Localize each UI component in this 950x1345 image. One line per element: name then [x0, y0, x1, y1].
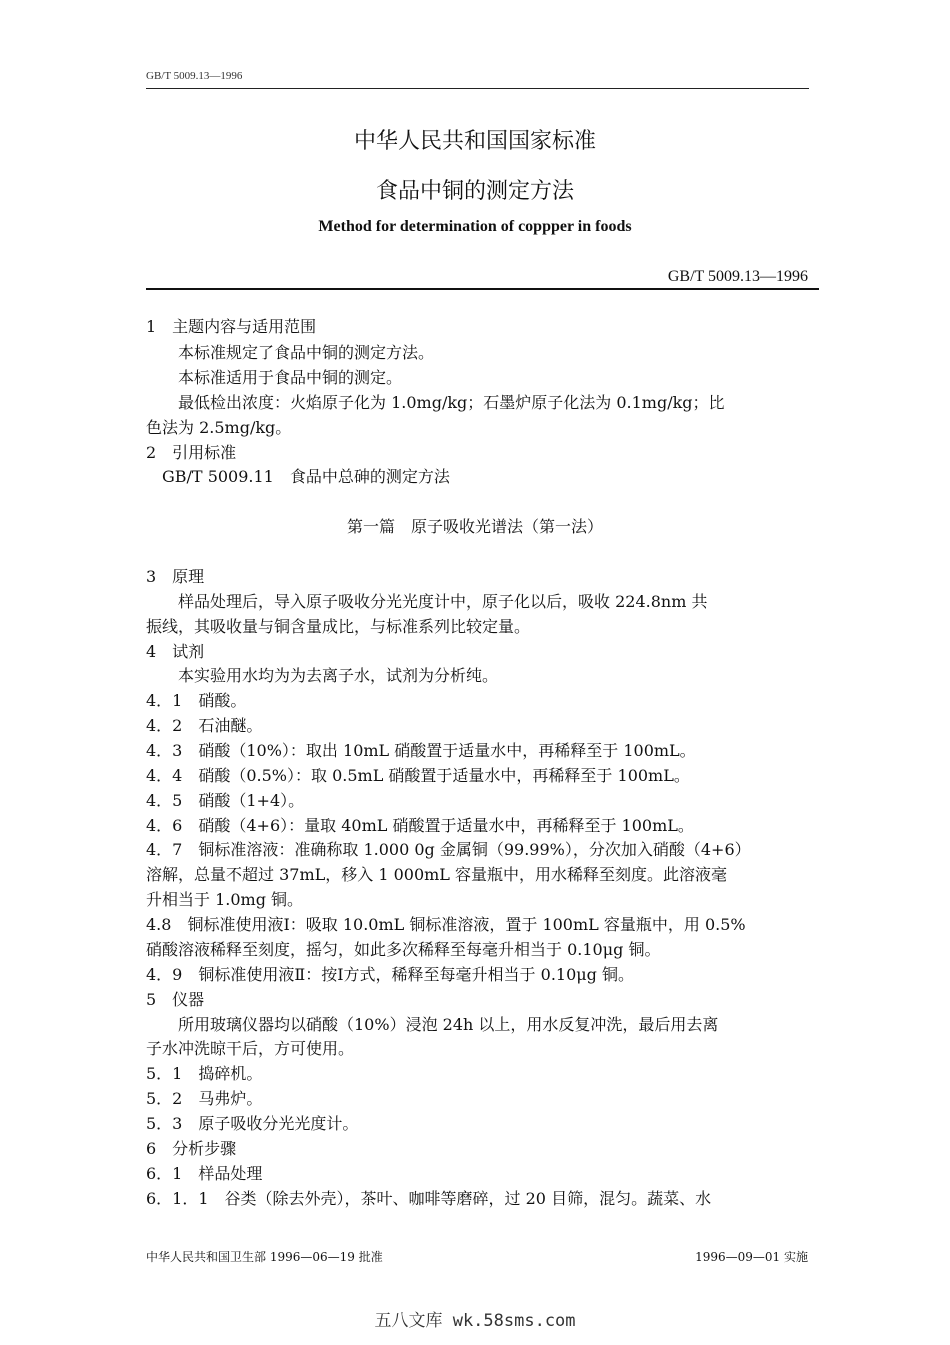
list-item: 4．3 硝酸（10%）：取出 10mL 硝酸置于适量水中，再稀释至于 100mL。 [146, 741, 696, 760]
list-item: 4．6 硝酸（4+6）：量取 40mL 硝酸置于适量水中，再稀释至于 100mL。 [146, 816, 694, 835]
paragraph-line: 色法为 2.5mg/kg。 [146, 418, 292, 437]
paragraph-line: 硝酸溶液稀释至刻度，摇匀，如此多次稀释至每毫升相当于 0.10μg 铜。 [146, 940, 661, 959]
paragraph-line: 本实验用水均为为去离子水，试剂为分析纯。 [146, 666, 499, 685]
title-divider [146, 288, 819, 290]
paragraph-line: 子水冲洗晾干后，方可使用。 [146, 1039, 355, 1058]
list-item: 4.8 铜标准使用液Ⅰ：吸取 10.0mL 铜标准溶液，置于 100mL 容量瓶中，用 0.5% [146, 915, 746, 934]
section-heading: 1 主题内容与适用范围 [146, 317, 317, 336]
part-heading: 第一篇 原子吸收光谱法（第一法） [346, 517, 603, 536]
footer-effective-date: 1996—09—01 实施 [695, 1250, 808, 1264]
paragraph-line: 溶解，总量不超过 37mL，移入 1 000mL 容量瓶中，用水稀释至刻度。此溶液毫 [146, 865, 728, 884]
paragraph-line: 本标准适用于食品中铜的测定。 [146, 368, 403, 387]
list-item: 4．2 石油醚。 [146, 716, 263, 735]
list-item: 4．9 铜标准使用液Ⅱ：按Ⅰ方式，稀释至每毫升相当于 0.10μg 铜。 [146, 965, 634, 984]
document-title-national-standard: 中华人民共和国国家标准 [353, 129, 596, 154]
paragraph-line: 本标准规定了食品中铜的测定方法。 [146, 343, 435, 362]
paragraph-line: 所用玻璃仪器均以硝酸（10%）浸泡 24h 以上，用水反复冲洗，最后用去离 [146, 1015, 719, 1034]
watermark-text: 五八文库 wk.58sms.com [374, 1311, 576, 1331]
list-item: 5．1 捣碎机。 [146, 1064, 263, 1083]
paragraph-line: 样品处理后，导入原子吸收分光光度计中，原子化以后，吸收 224.8nm 共 [146, 592, 708, 611]
list-item: 4．5 硝酸（1+4）。 [146, 791, 305, 810]
standard-code: GB/T 5009.13—1996 [667, 268, 808, 285]
paragraph-line: 振线，其吸收量与铜含量成比，与标准系列比较定量。 [146, 617, 531, 636]
list-item: 4．4 硝酸（0.5%）：取 0.5mL 硝酸置于适量水中，再稀释至于 100mL。 [146, 766, 690, 785]
section-heading: 4 试剂 [146, 642, 205, 661]
paragraph-line: 6．1．1 谷类（除去外壳），茶叶、咖啡等磨碎，过 20 目筛，混匀。蔬菜、水 [146, 1189, 712, 1208]
section-heading: 5 仪器 [146, 990, 205, 1009]
subsection-heading: 6．1 样品处理 [146, 1164, 263, 1183]
list-item: 4．1 硝酸。 [146, 691, 247, 710]
footer-approval: 中华人民共和国卫生部 1996—06—19 批准 [146, 1250, 383, 1264]
paragraph-line: 升相当于 1.0mg 铜。 [146, 890, 304, 909]
list-item: 4．7 铜标准溶液：准确称取 1.000 0g 金属铜（99.99%），分次加入硝酸（4+6） [146, 840, 751, 859]
document-title: 食品中铜的测定方法 [375, 179, 574, 204]
reference-line: GB/T 5009.11 食品中总砷的测定方法 [146, 467, 450, 486]
list-item: 5．3 原子吸收分光光度计。 [146, 1114, 359, 1133]
paragraph-line: 最低检出浓度：火焰原子化为 1.0mg/kg；石墨炉原子化法为 0.1mg/kg；比 [146, 393, 725, 412]
document-title-english: Method for determination of coppper in foods [318, 218, 632, 235]
header-standard-code: GB/T 5009.13—1996 [146, 70, 243, 82]
list-item: 5．2 马弗炉。 [146, 1089, 263, 1108]
header-divider [146, 88, 809, 89]
section-heading: 2 引用标准 [146, 443, 237, 462]
section-heading: 6 分析步骤 [146, 1139, 237, 1158]
section-heading: 3 原理 [146, 567, 205, 586]
